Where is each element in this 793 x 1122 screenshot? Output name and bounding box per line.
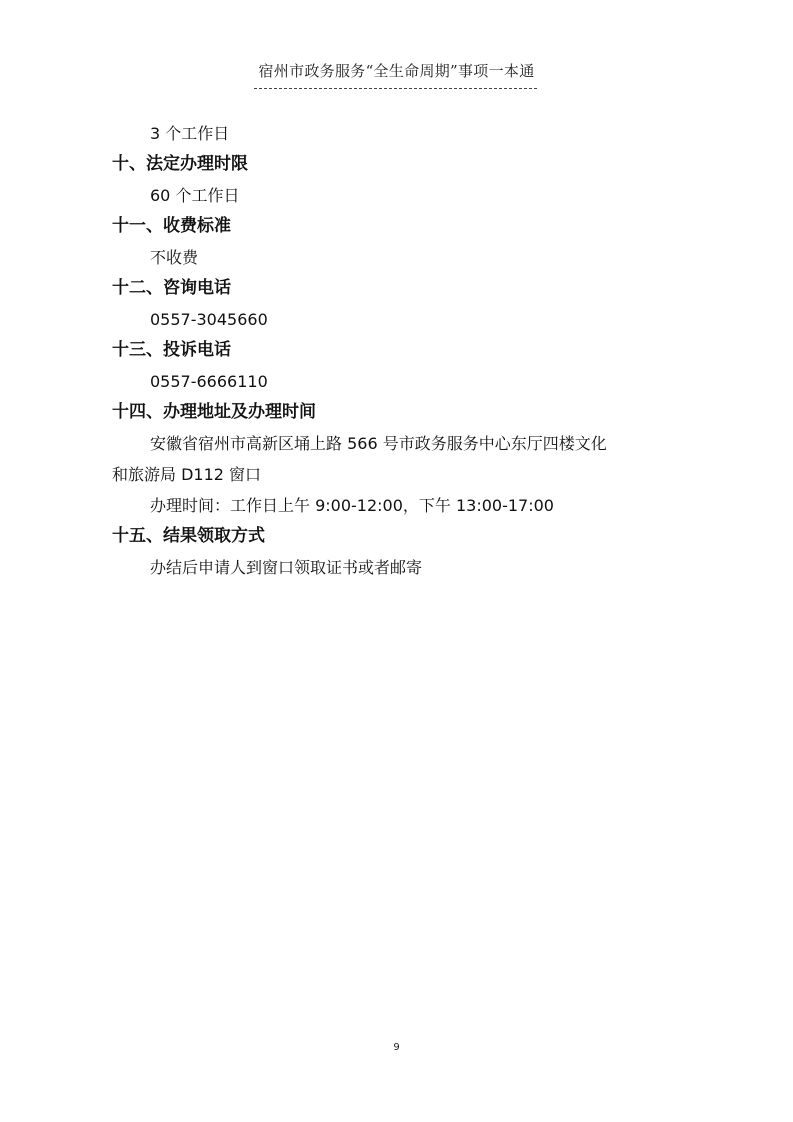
legal-time-limit-value: 60 个工作日 <box>150 186 240 205</box>
section-heading-result-collection: 十五、结果领取方式 <box>112 526 265 546</box>
section-heading-complaint-phone: 十三、投诉电话 <box>112 340 231 360</box>
page-number: 9 <box>393 1042 400 1053</box>
office-hours: 办理时间：工作日上午 9:00-12:00，下午 13:00-17:00 <box>150 496 554 515</box>
header-divider <box>254 88 537 89</box>
complaint-phone-value: 0557-6666110 <box>150 372 268 391</box>
consult-phone-value: 0557-3045660 <box>150 310 268 329</box>
section-heading-address-and-hours: 十四、办理地址及办理时间 <box>112 402 316 422</box>
page-header: 宿州市政务服务“全生命周期”事项一本通 <box>258 62 535 80</box>
section-heading-legal-time-limit: 十、法定办理时限 <box>112 154 248 174</box>
section-heading-consult-phone: 十二、咨询电话 <box>112 278 231 298</box>
address-line-2: 和旅游局 D112 窗口 <box>112 465 262 484</box>
document-body <box>112 118 692 583</box>
fee-standard-value: 不收费 <box>150 248 199 267</box>
address-line-1: 安徽省宿州市高新区埇上路 566 号市政务服务中心东厅四楼文化 <box>150 434 607 453</box>
section-heading-fee-standard: 十一、收费标准 <box>112 216 231 236</box>
result-collection-value: 办结后申请人到窗口领取证书或者邮寄 <box>150 558 423 577</box>
prior-section-value: 3 个工作日 <box>150 124 230 143</box>
